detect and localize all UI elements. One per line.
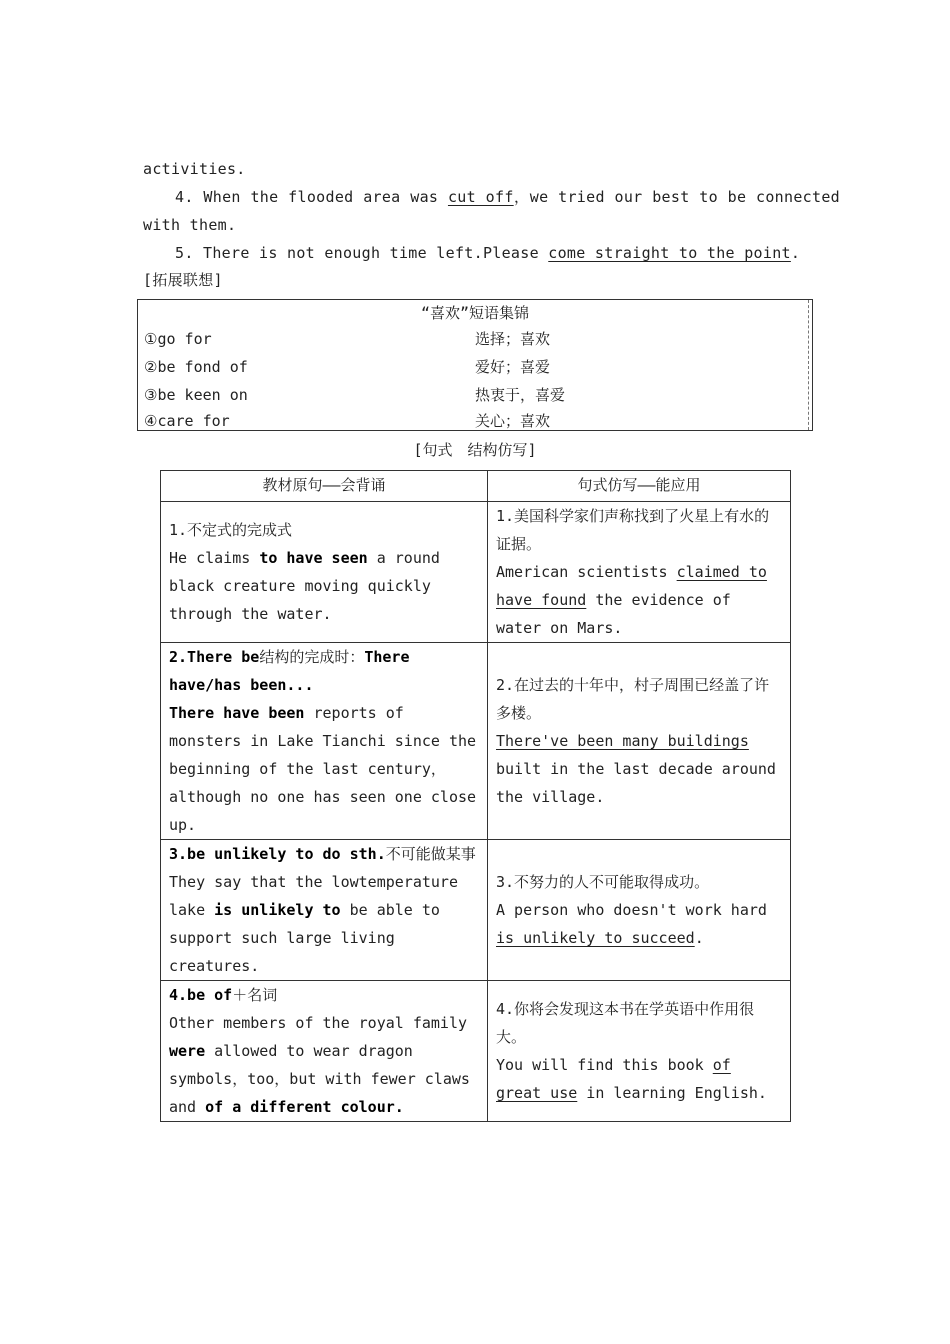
pattern-heading: 4.be of xyxy=(169,986,233,1004)
item-dot: . xyxy=(184,244,194,262)
phrase-row xyxy=(144,411,806,431)
table-row xyxy=(161,840,791,981)
column-header: 句式仿写——能应用 xyxy=(488,471,791,502)
sentence-text: a round black creature moving quickly through the water. xyxy=(169,549,440,623)
phrase-box xyxy=(137,299,813,431)
phrase-zh: 选择；喜欢 xyxy=(475,330,551,348)
sentence-text: He claims xyxy=(169,549,260,567)
source-cell xyxy=(161,981,488,1122)
sentence-text: allowed to wear dragon symbols，too，but with fewer claws and xyxy=(169,1042,470,1116)
practice-prompt: 1.美国科学家们声称找到了火星上有水的证据。 xyxy=(496,507,770,553)
practice-cell xyxy=(488,502,791,643)
practice-text xyxy=(496,995,782,1107)
pattern-heading: 1.不定式的完成式 xyxy=(169,521,293,539)
pattern-heading: 3.be unlikely to do sth. xyxy=(169,845,386,863)
practice-prompt: 4.你将会发现这本书在学英语中作用很大。 xyxy=(496,1000,755,1046)
text-line: with them. xyxy=(143,216,237,234)
exercise-item-5 xyxy=(143,243,840,263)
sentence-text: You will find this book xyxy=(496,1056,713,1074)
source-cell xyxy=(161,643,488,840)
phrase-zh: 热衷于，喜爱 xyxy=(475,386,566,404)
practice-cell xyxy=(488,981,791,1122)
text-line: activities. xyxy=(143,160,246,178)
practice-cell xyxy=(488,840,791,981)
section-heading: [句式 结构仿写] xyxy=(413,441,537,459)
pattern-heading: There have/has been... xyxy=(169,648,410,694)
answer-blank: come straight to the point xyxy=(548,244,791,262)
sentence-text: . xyxy=(790,244,801,262)
pattern-heading: 不可能做某事 xyxy=(385,845,476,863)
sentence-text: A person who doesn't work hard xyxy=(496,901,767,919)
sentence-text: built in the last decade around the village. xyxy=(496,760,776,806)
sentence-text: be able to support such large living creatures. xyxy=(169,901,440,975)
pattern-heading: 结构的完成时： xyxy=(259,648,365,666)
key-structure: of a different colour. xyxy=(205,1098,404,1116)
answer-blank: of great use xyxy=(496,1056,731,1102)
table-row xyxy=(161,643,791,840)
item-dot: . xyxy=(184,188,194,206)
phrase-box-title: “喜欢”短语集锦 xyxy=(420,304,530,322)
practice-prompt: 3.不努力的人不可能取得成功。 xyxy=(496,873,710,891)
sentence-text: . xyxy=(694,929,704,947)
sentence-text: Other members of the royal family xyxy=(169,1014,468,1032)
source-cell xyxy=(161,840,488,981)
source-cell xyxy=(161,502,488,643)
answer-blank: is unlikely to succeed xyxy=(496,929,695,947)
key-structure: to have seen xyxy=(259,549,368,567)
source-text xyxy=(169,981,479,1121)
sentence-text: ，we tried our best to be connected xyxy=(513,188,840,206)
phrase-row xyxy=(144,329,806,349)
practice-prompt: 2.在过去的十年中，村子周围已经盖了许多楼。 xyxy=(496,676,770,722)
practice-cell xyxy=(488,643,791,840)
column-header: 教材原句——会背诵 xyxy=(161,471,488,502)
table-row xyxy=(161,502,791,643)
sentence-text: American scientists xyxy=(496,563,677,581)
phrase-en: ④care for xyxy=(144,412,230,430)
pattern-heading: ＋名词 xyxy=(232,986,278,1004)
practice-text xyxy=(496,502,782,642)
sentence-text: When the flooded area was xyxy=(193,188,448,206)
phrase-zh: 关心；喜欢 xyxy=(475,412,551,430)
phrase-zh: 爱好；喜爱 xyxy=(475,358,551,376)
sentence-text: There is not enough time left.Please xyxy=(193,244,549,262)
table-header-row xyxy=(161,471,791,502)
table-row xyxy=(161,981,791,1122)
source-text xyxy=(169,643,479,839)
pattern-heading: 2.There be xyxy=(169,648,260,666)
key-structure: is unlikely to xyxy=(214,901,341,919)
answer-blank: There've been many buildings xyxy=(496,732,749,750)
phrase-row xyxy=(144,357,806,377)
exercise-item-4 xyxy=(143,187,840,207)
answer-blank: cut off xyxy=(447,188,514,206)
key-structure: were xyxy=(169,1042,206,1060)
source-text xyxy=(169,840,479,980)
sentence-text: the evidence of water on Mars. xyxy=(496,591,731,637)
answer-blank: claimed to have found xyxy=(496,563,767,609)
section-heading: [拓展联想] xyxy=(143,271,223,289)
item-number: 5 xyxy=(175,244,185,262)
pattern-table xyxy=(160,470,791,1122)
practice-text xyxy=(496,671,782,811)
item-number: 4 xyxy=(175,188,185,206)
phrase-en: ③be keen on xyxy=(144,386,248,404)
source-text xyxy=(169,516,479,628)
key-structure: There have been xyxy=(169,704,305,722)
phrase-en: ①go for xyxy=(144,330,212,348)
sentence-text: reports of monsters in Lake Tianchi since the beginning of the last century，although no one has seen one close up. xyxy=(169,704,477,834)
sentence-text: in learning English. xyxy=(577,1084,767,1102)
practice-text xyxy=(496,868,782,952)
sentence-text: They say that the lowtemperature lake xyxy=(169,873,458,919)
phrase-row xyxy=(144,385,806,405)
phrase-en: ②be fond of xyxy=(144,358,248,376)
